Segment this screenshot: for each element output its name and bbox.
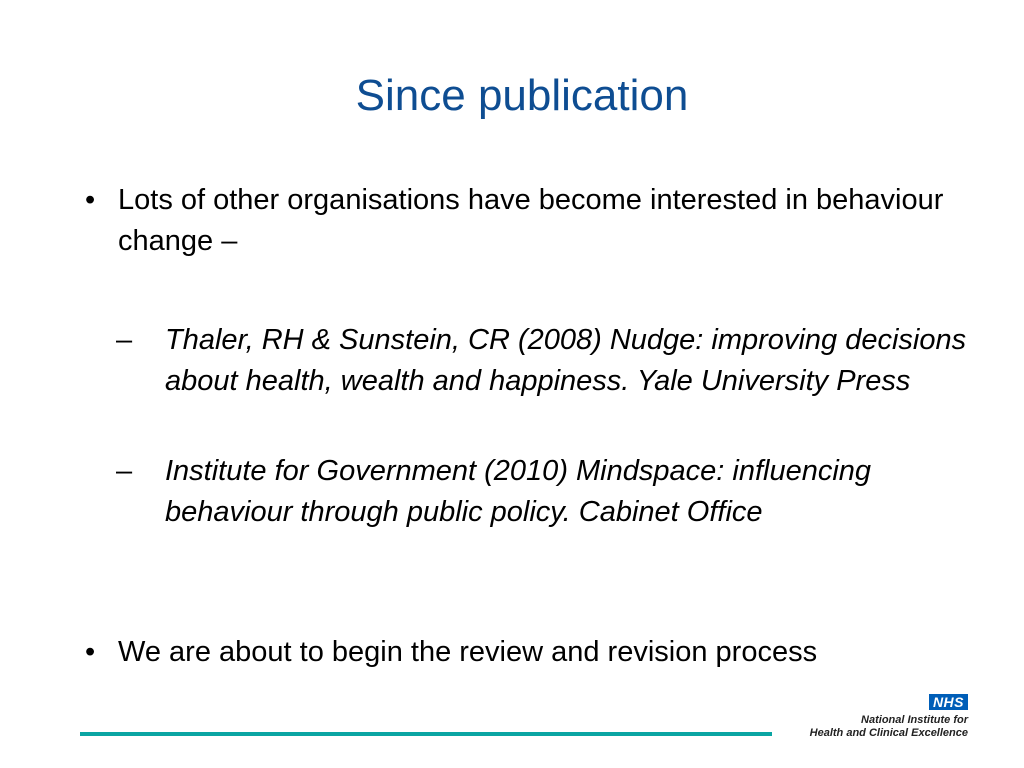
logo-line-2: Health and Clinical Excellence	[809, 727, 968, 739]
sub-bullet-marker: –	[116, 324, 133, 356]
bullet-marker: •	[85, 636, 96, 668]
sub-bullet-text: Thaler, RH & Sunstein, CR (2008) Nudge: improving decisions about health, wealth and happiness. Yale University Press	[165, 324, 967, 397]
bullet-item	[85, 180, 958, 262]
bullet-item	[85, 632, 958, 673]
sub-bullet-marker: –	[116, 455, 133, 487]
sub-bullet-text: Institute for Government (2010) Mindspace: influencing behaviour through public policy. Cabinet Office	[165, 455, 872, 528]
bullet-text: We are about to begin the review and revision process	[118, 636, 818, 668]
nice-logo	[808, 694, 968, 742]
sub-bullet-item	[116, 451, 975, 533]
logo-line-1: National Institute for	[861, 714, 968, 726]
footer-divider	[80, 732, 772, 736]
bullet-text: Lots of other organisations have become interested in behaviour change –	[118, 184, 944, 257]
sub-bullet-item	[116, 320, 975, 402]
slide-title: Since publication	[355, 71, 689, 120]
bullet-marker: •	[85, 184, 96, 216]
nhs-logo-icon: NHS	[929, 694, 968, 710]
